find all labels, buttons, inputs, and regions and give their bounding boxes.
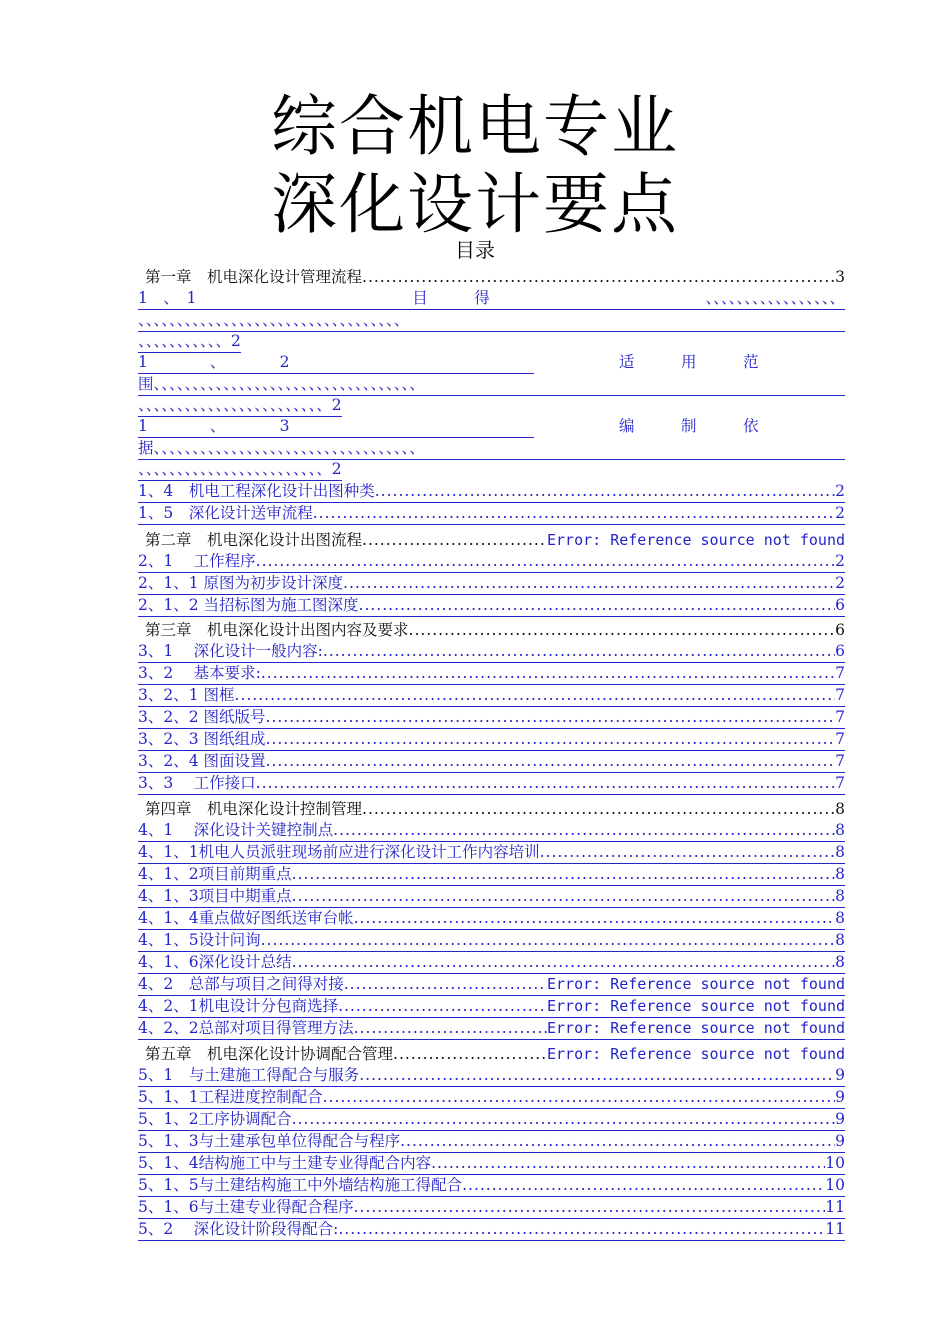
toc-entry-text: 5、1、6与土建专业得配合程序 bbox=[138, 1198, 354, 1216]
toc-entry-text: 4、2、2总部对项目得管理方法 bbox=[138, 1019, 354, 1037]
toc-entry-page: 8 bbox=[835, 821, 845, 839]
toc-entry-text: 4、1、6深化设计总结 bbox=[138, 953, 292, 971]
toc-entry-leader: 围、、、、、、、、、、、、、、、、、、、、、、、、、、、、、、、、、、 bbox=[138, 375, 425, 393]
toc-entry-3-1[interactable] bbox=[138, 641, 845, 663]
toc-entry-text: 5、1、4结构施工中与土建专业得配合内容 bbox=[138, 1154, 432, 1172]
toc-entry-page: 11 bbox=[825, 1220, 845, 1238]
toc-entry-text: 4、2、1机电设计分包商选择 bbox=[138, 997, 339, 1015]
toc-entry-1-2-cont2[interactable] bbox=[138, 396, 845, 417]
toc-entry-page: Error: Reference source not found bbox=[546, 975, 845, 993]
toc-entry-3-2-1[interactable] bbox=[138, 685, 845, 707]
toc-entry-page: 9 bbox=[835, 1088, 845, 1106]
toc-entry-page: 8 bbox=[835, 800, 845, 818]
toc-entry-text: 4、1、2项目前期重点 bbox=[138, 865, 292, 883]
toc-entry-chapter-4[interactable] bbox=[138, 795, 845, 820]
toc-entry-text: 3、2、3 图纸组成 bbox=[138, 730, 266, 748]
toc-entry-3-2[interactable] bbox=[138, 663, 845, 685]
toc-entry-text: 5、1、2工序协调配合 bbox=[138, 1110, 292, 1128]
toc-entry-text: 5、1、1工程进度控制配合 bbox=[138, 1088, 323, 1106]
toc-entry-chapter-3[interactable] bbox=[138, 617, 845, 641]
toc-entry-text: 4、1、5设计问询 bbox=[138, 931, 261, 949]
toc-entry-text: 3、2 基本要求: bbox=[138, 664, 261, 682]
toc-entry-4-2-1[interactable] bbox=[138, 996, 845, 1018]
toc-entry-page: 2 bbox=[835, 482, 845, 500]
toc-entry-page: 10 bbox=[825, 1154, 845, 1172]
table-of-contents bbox=[138, 266, 845, 1241]
toc-entry-page: 8 bbox=[835, 909, 845, 927]
toc-entry-text: 目 得 bbox=[412, 289, 490, 307]
toc-entry-4-1-1[interactable] bbox=[138, 842, 845, 864]
toc-entry-5-1-5[interactable] bbox=[138, 1175, 845, 1197]
toc-entry-page: 7 bbox=[835, 708, 845, 726]
toc-entry-5-1-4[interactable] bbox=[138, 1153, 845, 1175]
toc-entry-1-3-cont[interactable] bbox=[138, 438, 845, 460]
toc-entry-3-2-2[interactable] bbox=[138, 707, 845, 729]
toc-entry-text: 5、1 与土建施工得配合与服务 bbox=[138, 1066, 360, 1084]
toc-entry-1-3-cont2[interactable] bbox=[138, 460, 845, 481]
toc-entry-page: 8 bbox=[835, 953, 845, 971]
toc-entry-4-2-2[interactable] bbox=[138, 1018, 845, 1040]
toc-entry-4-1-4[interactable] bbox=[138, 908, 845, 930]
toc-entry-4-1-5[interactable] bbox=[138, 930, 845, 952]
toc-entry-4-2[interactable] bbox=[138, 974, 845, 996]
toc-entry-page: 2 bbox=[835, 574, 845, 592]
toc-entry-text: 1、5 深化设计送审流程 bbox=[138, 504, 313, 522]
toc-entry-page: 8 bbox=[835, 887, 845, 905]
toc-entry-number: 1 、 3 bbox=[138, 417, 534, 438]
toc-entry-page: 3 bbox=[835, 268, 845, 286]
toc-entry-text: 3、3 工作接口 bbox=[138, 774, 256, 792]
toc-entry-page: 6 bbox=[835, 642, 845, 660]
toc-entry-text: 4、1、4重点做好图纸送审台帐 bbox=[138, 909, 354, 927]
toc-entry-4-1-6[interactable] bbox=[138, 952, 845, 974]
toc-entry-1-4[interactable] bbox=[138, 481, 845, 503]
toc-entry-4-1[interactable] bbox=[138, 820, 845, 842]
toc-entry-page: 7 bbox=[835, 752, 845, 770]
toc-entry-number: 1 、 2 bbox=[138, 353, 534, 374]
toc-entry-text: 第一章 机电深化设计管理流程 bbox=[145, 268, 363, 286]
toc-entry-2-1-2[interactable] bbox=[138, 595, 845, 617]
toc-entry-page: 、、、、、、、、、、、2 bbox=[138, 332, 241, 353]
toc-entry-text: 3、2、2 图纸版号 bbox=[138, 708, 266, 726]
toc-entry-page: Error: Reference source not found bbox=[546, 1045, 845, 1063]
toc-heading: 目录 bbox=[455, 238, 495, 262]
toc-entry-2-1-1[interactable] bbox=[138, 573, 845, 595]
toc-entry-1-1-cont2[interactable] bbox=[138, 332, 845, 353]
toc-entry-3-2-4[interactable] bbox=[138, 751, 845, 773]
toc-entry-page: 6 bbox=[835, 596, 845, 614]
toc-entry-text: 1、4 机电工程深化设计出图种类 bbox=[138, 482, 375, 500]
toc-entry-text: 4、1、3项目中期重点 bbox=[138, 887, 292, 905]
toc-entry-text: 2、1 工作程序 bbox=[138, 552, 256, 570]
toc-entry-page: 7 bbox=[835, 774, 845, 792]
toc-entry-4-1-3[interactable] bbox=[138, 886, 845, 908]
toc-entry-text: 第四章 机电深化设计控制管理 bbox=[145, 800, 363, 818]
toc-entry-page: 9 bbox=[835, 1110, 845, 1128]
toc-entry-page: 9 bbox=[835, 1066, 845, 1084]
toc-entry-1-1[interactable]: 1 、 1 目 得 、、、、、、、、、、、、、、、、、 bbox=[138, 288, 845, 310]
toc-entry-page: Error: Reference source not found bbox=[546, 997, 845, 1015]
toc-entry-page: 8 bbox=[835, 843, 845, 861]
document-title-line1: 综合机电专业 bbox=[271, 88, 679, 165]
toc-entry-text: 2、1、2 当招标图为施工图深度 bbox=[138, 596, 359, 614]
toc-entry-text: 第五章 机电深化设计协调配合管理 bbox=[145, 1045, 394, 1063]
toc-entry-text: 4、2 总部与项目之间得对接 bbox=[138, 975, 344, 993]
toc-entry-page: 9 bbox=[835, 1132, 845, 1150]
toc-entry-leader: 、、、、、、、、、、、、、、、、、、、、、、、、、、、、、、、、、、 bbox=[138, 311, 410, 329]
toc-entry-page: 7 bbox=[835, 686, 845, 704]
toc-entry-page: 、、、、、、、、、、、、、、、、、、、、、、、、2 bbox=[138, 460, 342, 481]
toc-entry-leader: 据、、、、、、、、、、、、、、、、、、、、、、、、、、、、、、、、、、 bbox=[138, 439, 425, 457]
toc-entry-text: 3、2、1 图框 bbox=[138, 686, 235, 704]
toc-entry-page: 8 bbox=[835, 865, 845, 883]
toc-entry-5-1-1[interactable] bbox=[138, 1087, 845, 1109]
toc-entry-5-1-6[interactable] bbox=[138, 1197, 845, 1219]
toc-entry-page: 2 bbox=[835, 504, 845, 522]
toc-entry-3-3[interactable] bbox=[138, 773, 845, 795]
toc-entry-text: 3、2、4 图面设置 bbox=[138, 752, 266, 770]
toc-entry-text: 5、1、3与土建承包单位得配合与程序 bbox=[138, 1132, 401, 1150]
toc-entry-chapter-1[interactable] bbox=[138, 266, 845, 288]
toc-entry-chapter-5[interactable] bbox=[138, 1040, 845, 1065]
document-title-line2: 深化设计要点 bbox=[271, 166, 679, 243]
toc-entry-page: 、、、、、、、、、、、、、、、、、、、、、、、、2 bbox=[138, 396, 342, 417]
toc-entry-text: 第二章 机电深化设计出图流程 bbox=[145, 531, 363, 549]
toc-entry-page: 2 bbox=[835, 552, 845, 570]
toc-entry-text: 适 用 范 bbox=[619, 353, 759, 371]
toc-entry-5-2[interactable] bbox=[138, 1219, 845, 1241]
toc-entry-text: 5、1、5与土建结构施工中外墙结构施工得配合 bbox=[138, 1176, 463, 1194]
toc-entry-page: 6 bbox=[835, 621, 845, 639]
toc-entry-1-2-cont[interactable] bbox=[138, 374, 845, 396]
toc-entry-text: 3、1 深化设计一般内容: bbox=[138, 642, 323, 660]
toc-entry-page: 7 bbox=[835, 730, 845, 748]
toc-entry-chapter-2[interactable] bbox=[138, 525, 845, 551]
toc-entry-1-3[interactable] bbox=[138, 417, 845, 438]
toc-entry-1-5[interactable] bbox=[138, 503, 845, 525]
toc-entry-5-1-2[interactable] bbox=[138, 1109, 845, 1131]
toc-entry-page: 10 bbox=[825, 1176, 845, 1194]
toc-entry-2-1[interactable] bbox=[138, 551, 845, 573]
toc-entry-text: 编 制 依 bbox=[619, 417, 759, 435]
toc-entry-page: Error: Reference source not found bbox=[546, 1019, 845, 1037]
toc-entry-text: 5、2 深化设计阶段得配合: bbox=[138, 1220, 339, 1238]
toc-entry-text: 4、1、1机电人员派驻现场前应进行深化设计工作内容培训 bbox=[138, 843, 540, 861]
toc-entry-1-1-cont[interactable] bbox=[138, 310, 845, 332]
toc-entry-page: 8 bbox=[835, 931, 845, 949]
toc-entry-page: 11 bbox=[825, 1198, 845, 1216]
toc-entry-3-2-3[interactable] bbox=[138, 729, 845, 751]
toc-entry-page: 7 bbox=[835, 664, 845, 682]
toc-entry-5-1-3[interactable] bbox=[138, 1131, 845, 1153]
toc-entry-text: 2、1、1 原图为初步设计深度 bbox=[138, 574, 344, 592]
toc-entry-text: 4、1 深化设计关键控制点 bbox=[138, 821, 334, 839]
toc-entry-text: 第三章 机电深化设计出图内容及要求 bbox=[145, 621, 409, 639]
toc-entry-5-1[interactable] bbox=[138, 1065, 845, 1087]
toc-entry-1-2[interactable] bbox=[138, 353, 845, 374]
toc-entry-4-1-2[interactable] bbox=[138, 864, 845, 886]
toc-entry-number: 1 、 1 bbox=[138, 289, 197, 307]
toc-entry-page: Error: Reference source not found bbox=[546, 531, 845, 549]
